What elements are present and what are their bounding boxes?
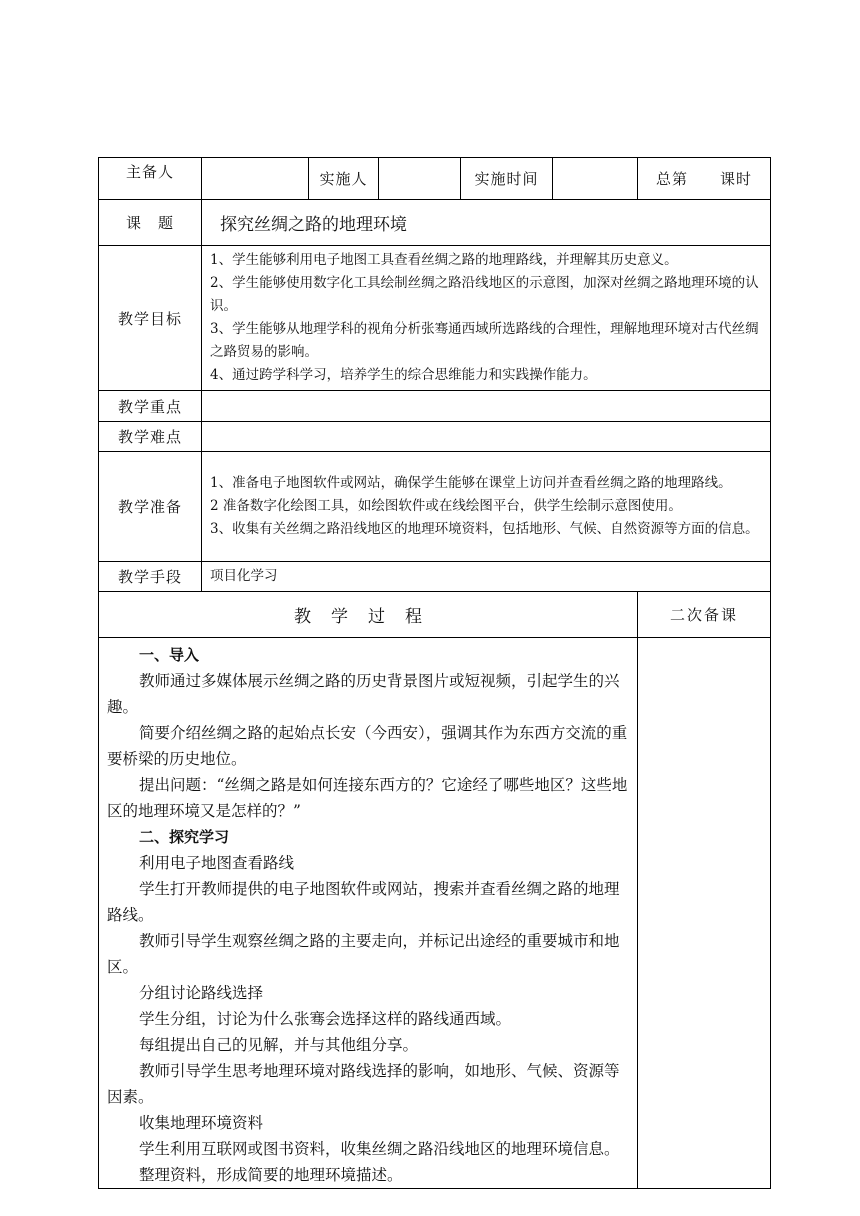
process-paragraph: 简要介绍丝绸之路的起始点长安（今西安），强调其作为东西方交流的重要桥梁的历史地位。 xyxy=(107,724,628,768)
objective-item: 1、学生能够利用电子地图工具查看丝绸之路的地理路线，并理解其历史意义。 xyxy=(210,252,678,268)
objective-item: 3、学生能够从地理学科的视角分析张骞通西域所选路线的合理性，理解地理环境对古代丝绸之路贸易的影响。 xyxy=(210,321,759,360)
preparation-label: 教学准备 xyxy=(99,452,202,562)
implementation-time-value xyxy=(553,158,638,200)
process-heading: 教学过程 xyxy=(99,592,638,638)
process-content xyxy=(99,638,638,1189)
total-lesson-label: 总第 课时 xyxy=(638,158,771,200)
process-paragraph: 提出问题：“丝绸之路是如何连接东西方的？它途经了哪些地区？这些地区的地理环境又是怎样的？” xyxy=(107,776,628,820)
process-paragraph: 学生打开教师提供的电子地图软件或网站，搜索并查看丝绸之路的地理路线。 xyxy=(107,880,620,924)
process-paragraph: 整理资料，形成简要的地理环境描述。 xyxy=(139,1166,403,1184)
preparation-item: 1、准备电子地图软件或网站，确保学生能够在课堂上访问并查看丝绸之路的地理路线。 xyxy=(210,475,732,491)
process-paragraph: 学生分组，讨论为什么张骞会选择这样的路线通西域。 xyxy=(139,1010,512,1028)
topic-value: 探究丝绸之路的地理环境 xyxy=(202,200,771,246)
lesson-plan-table xyxy=(98,157,771,1189)
process-paragraph: 分组讨论路线选择 xyxy=(139,984,264,1002)
process-paragraph: 教师引导学生观察丝绸之路的主要走向，并标记出途经的重要城市和地区。 xyxy=(107,932,620,976)
header-row xyxy=(99,158,771,200)
preparation-content xyxy=(202,452,771,562)
process-paragraph: 收集地理环境资料 xyxy=(139,1114,264,1132)
difficulties-row xyxy=(99,422,771,452)
process-paragraph: 利用电子地图查看路线 xyxy=(139,854,295,872)
process-header-row xyxy=(99,592,771,638)
process-paragraph: 学生利用互联网或图书资料，收集丝绸之路沿线地区的地理环境信息。 xyxy=(139,1140,620,1158)
topic-label: 课 题 xyxy=(99,200,202,246)
second-prep-notes xyxy=(638,638,771,1189)
method-row xyxy=(99,562,771,592)
objective-item: 4、通过跨学科学习，培养学生的综合思维能力和实践操作能力。 xyxy=(210,367,597,383)
objectives-content xyxy=(202,246,771,391)
implementer-label: 实施人 xyxy=(309,158,379,200)
key-points-row xyxy=(99,391,771,422)
topic-row xyxy=(99,200,771,246)
section-heading: 二、探究学习 xyxy=(139,828,230,846)
process-paragraph: 教师通过多媒体展示丝绸之路的历史背景图片或短视频，引起学生的兴趣。 xyxy=(107,672,620,716)
objectives-row xyxy=(99,246,771,391)
implementer-value xyxy=(379,158,461,200)
method-value: 项目化学习 xyxy=(202,562,771,592)
process-body-row xyxy=(99,638,771,1189)
difficulties-value xyxy=(202,422,771,452)
implementation-time-label: 实施时间 xyxy=(461,158,553,200)
objective-item: 2、学生能够使用数字化工具绘制丝绸之路沿线地区的示意图，加深对丝绸之路地理环境的认识。 xyxy=(210,275,759,314)
process-paragraph: 教师引导学生思考地理环境对路线选择的影响，如地形、气候、资源等因素。 xyxy=(107,1062,620,1106)
preparation-row xyxy=(99,452,771,562)
main-preparer-value xyxy=(202,158,309,200)
key-points-value xyxy=(202,391,771,422)
process-paragraph: 每组提出自己的见解，并与其他组分享。 xyxy=(139,1036,419,1054)
preparation-item: 2 准备数字化绘图工具，如绘图软件或在线绘图平台，供学生绘制示意图使用。 xyxy=(210,498,682,514)
second-prep-label: 二次备课 xyxy=(638,592,771,638)
preparation-item: 3、收集有关丝绸之路沿线地区的地理环境资料，包括地形、气候、自然资源等方面的信息。 xyxy=(210,521,759,537)
section-heading: 一、导入 xyxy=(139,646,200,664)
key-points-label: 教学重点 xyxy=(99,391,202,422)
main-preparer-label: 主备人 xyxy=(99,158,202,200)
method-label: 教学手段 xyxy=(99,562,202,592)
difficulties-label: 教学难点 xyxy=(99,422,202,452)
objectives-label: 教学目标 xyxy=(99,246,202,391)
